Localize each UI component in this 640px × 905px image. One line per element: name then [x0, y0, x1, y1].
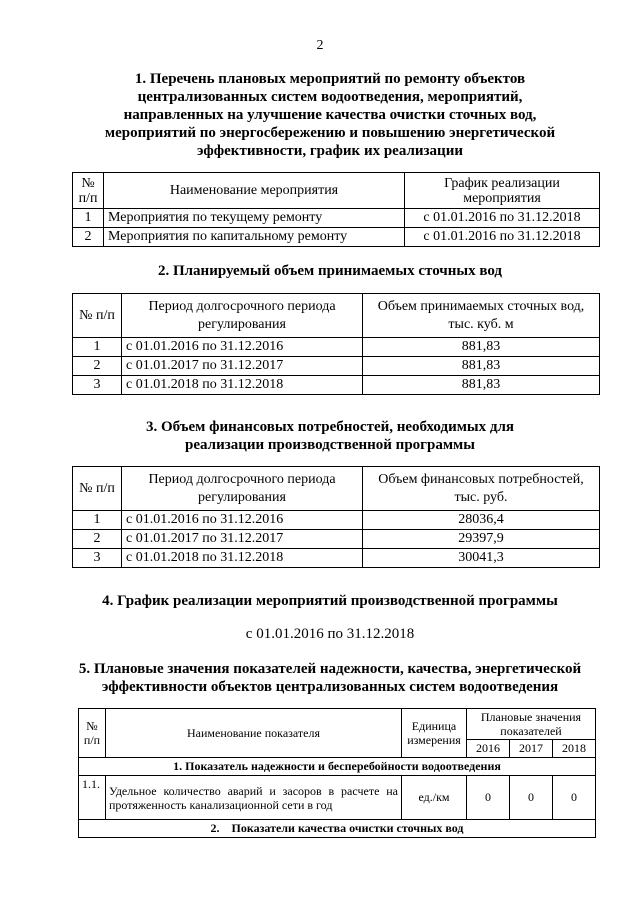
row-num: 1 — [73, 209, 104, 228]
year-header: 2017 — [510, 740, 553, 758]
row-period: с 01.01.2016 по 31.12.2016 — [122, 338, 363, 357]
row-num: 1 — [73, 511, 122, 530]
section3-heading-line: 3. Объем финансовых потребностей, необходимых для — [145, 419, 515, 435]
row-period: с 01.01.2016 по 31.12.2016 — [122, 511, 363, 530]
table-row — [73, 511, 600, 530]
section3-table — [72, 466, 600, 568]
section1-heading-line: мероприятий по энергосбережению и повышению энергетической — [104, 125, 556, 141]
col-name-header: Наименование мероприятия — [104, 173, 405, 209]
row-period: с 01.01.2017 по 31.12.2017 — [122, 357, 363, 376]
col-unit-header: Единица измерения — [402, 709, 467, 758]
row-value: 881,83 — [363, 338, 600, 357]
section4-heading: 4. График реализации мероприятий производственной программы — [102, 593, 558, 609]
group-title: 1. Показатель надежности и бесперебойности водоотведения — [79, 758, 596, 776]
section5-heading — [60, 660, 600, 696]
row-num: 1.1. — [79, 776, 106, 820]
row-value: 0 — [467, 776, 510, 820]
col-schedule-header: График реализации мероприятия — [405, 173, 600, 209]
table-header-row — [73, 467, 600, 511]
section3-heading — [60, 418, 600, 454]
row-period: с 01.01.2018 по 31.12.2018 — [122, 549, 363, 568]
table-row — [73, 228, 600, 247]
table-row — [73, 357, 600, 376]
section1-heading — [60, 70, 600, 160]
col-volume-header: Объем принимаемых сточных вод, тыс. куб. м — [363, 294, 600, 338]
group-row — [79, 820, 596, 838]
row-period: с 01.01.2017 по 31.12.2017 — [122, 530, 363, 549]
row-num: 2 — [73, 530, 122, 549]
section1-heading-line: централизованных систем водоотведения, мероприятий, — [137, 89, 523, 105]
table-row — [79, 776, 596, 820]
section4-period: с 01.01.2016 по 31.12.2018 — [245, 626, 415, 642]
row-schedule: с 01.01.2016 по 31.12.2018 — [405, 228, 600, 247]
table-row — [73, 209, 600, 228]
section3-heading-line: реализации производственной программы — [185, 437, 475, 453]
col-name-header: Наименование показателя — [106, 709, 402, 758]
table-row — [73, 338, 600, 357]
col-num-header: № п/п — [73, 173, 104, 209]
row-num: 3 — [73, 549, 122, 568]
row-name: Мероприятия по текущему ремонту — [104, 209, 405, 228]
section2-heading: 2. Планируемый объем принимаемых сточных вод — [157, 263, 503, 279]
col-period-header: Период долгосрочного периода регулирования — [122, 467, 363, 511]
row-value: 28036,4 — [363, 511, 600, 530]
col-volume-header: Объем финансовых потребностей, тыс. руб. — [363, 467, 600, 511]
table-header-row — [73, 294, 600, 338]
col-period-header: Период долгосрочного периода регулирования — [122, 294, 363, 338]
section5-table — [78, 708, 596, 838]
section5-heading-line: эффективности объектов централизованных систем водоотведения — [101, 679, 559, 695]
section5-heading-line: 5. Плановые значения показателей надежности, качества, энергетической — [78, 661, 582, 677]
row-value: 0 — [553, 776, 596, 820]
row-name: Мероприятия по капитальному ремонту — [104, 228, 405, 247]
row-num: 2 — [73, 357, 122, 376]
section1-heading-line: эффективности, график их реализации — [197, 143, 463, 159]
table-row — [73, 530, 600, 549]
row-schedule: с 01.01.2016 по 31.12.2018 — [405, 209, 600, 228]
row-unit: ед./км — [402, 776, 467, 820]
section1-table — [72, 172, 600, 247]
table-row — [73, 376, 600, 395]
year-header: 2016 — [467, 740, 510, 758]
section1-heading-line: 1. Перечень плановых мероприятий по ремонту объектов — [134, 71, 526, 87]
section1-heading-line: направленных на улучшение качества очистки сточных вод, — [123, 107, 537, 123]
row-value: 0 — [510, 776, 553, 820]
group-row — [79, 758, 596, 776]
row-value: 881,83 — [363, 376, 600, 395]
col-num-header: № п/п — [73, 467, 122, 511]
row-name: Удельное количество аварий и засоров в расчете на протяженность канализационной сети в год — [106, 776, 402, 820]
row-value: 30041,3 — [363, 549, 600, 568]
row-value: 29397,9 — [363, 530, 600, 549]
row-num: 3 — [73, 376, 122, 395]
table-header-row — [73, 173, 600, 209]
section2-table — [72, 293, 600, 395]
year-header: 2018 — [553, 740, 596, 758]
col-num-header: № п/п — [79, 709, 106, 758]
table-row — [73, 549, 600, 568]
row-period: с 01.01.2018 по 31.12.2018 — [122, 376, 363, 395]
page-number: 2 — [316, 38, 324, 53]
row-num: 1 — [73, 338, 122, 357]
row-num: 2 — [73, 228, 104, 247]
row-value: 881,83 — [363, 357, 600, 376]
col-num-header: № п/п — [73, 294, 122, 338]
col-planned-header: Плановые значения показателей — [467, 709, 596, 740]
group-title: 2. Показатели качества очистки сточных вод — [79, 820, 596, 838]
table-header-row — [79, 709, 596, 740]
